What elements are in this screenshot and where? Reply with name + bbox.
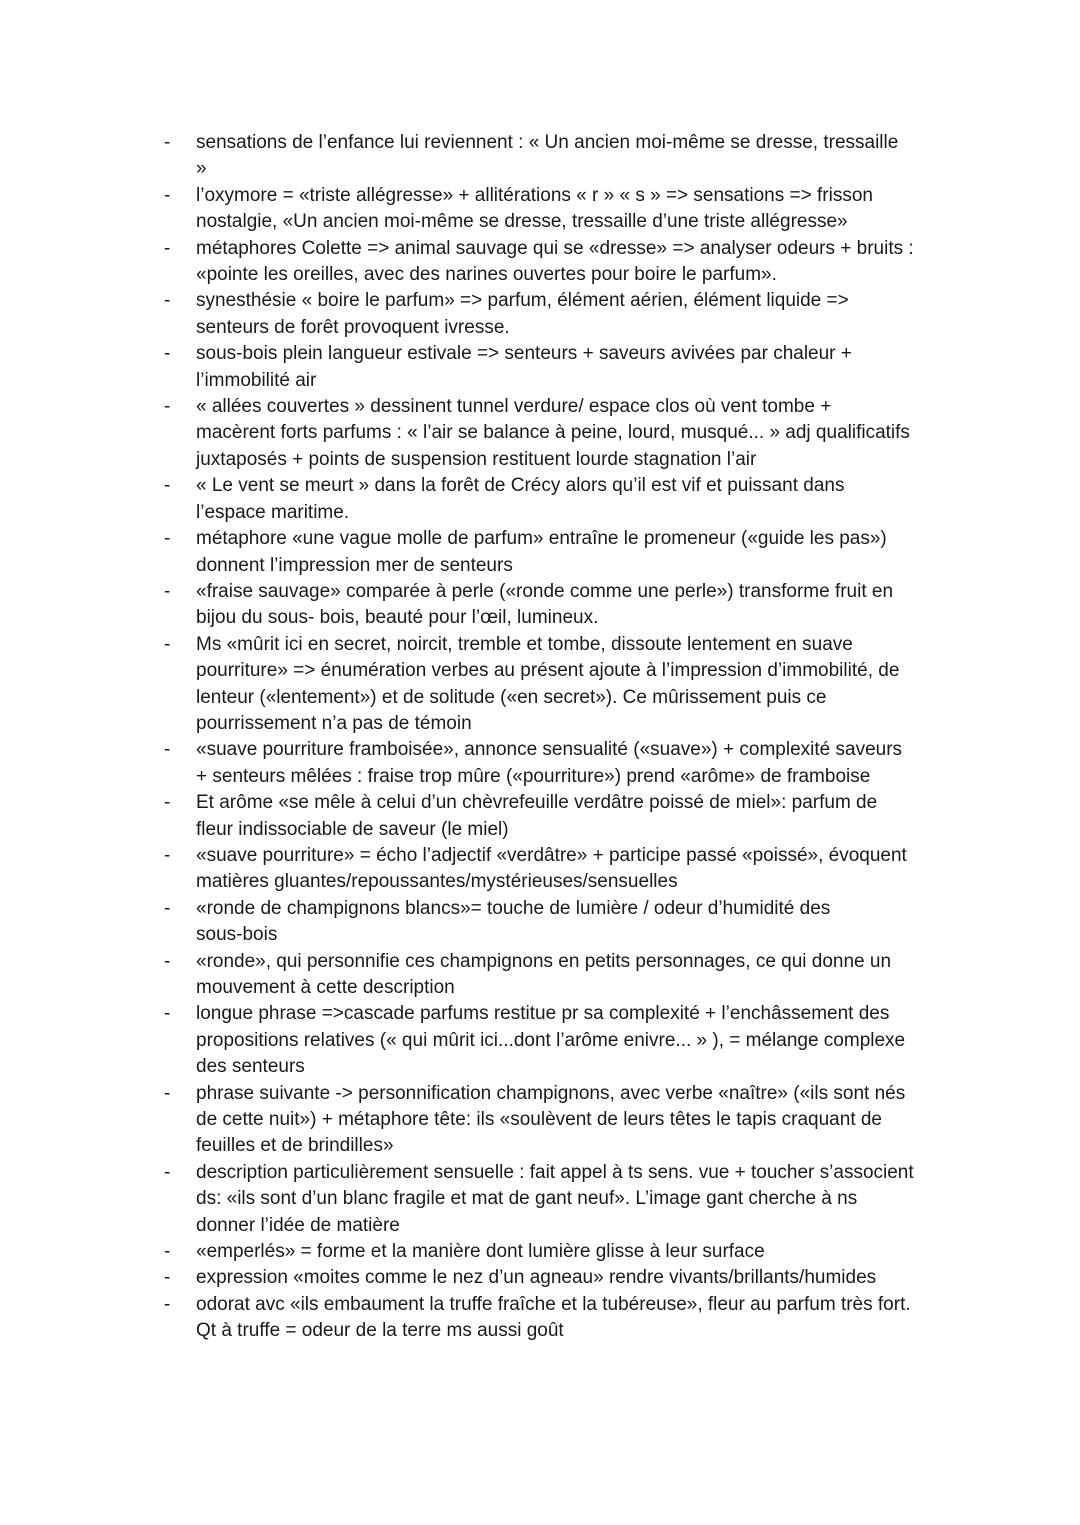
note-text: « allées couvertes » dessinent tunnel verdure/ espace clos où vent tombe + macèrent forts parfums : « l’air se balance à peine, lourd, musqué... » adj qualificatifs juxtaposés + points de suspension restituent lourde stagnation l’air	[196, 396, 910, 470]
note-text: «ronde de champignons blancs»= touche de lumière / odeur d’humidité des sous-bois	[196, 897, 831, 946]
bullet-dash: -	[164, 290, 171, 312]
bullet-dash: -	[164, 792, 171, 814]
bullet-dash: -	[164, 1161, 171, 1183]
list-item	[164, 949, 964, 1002]
note-text: sensations de l’enfance lui reviennent : « Un ancien moi-même se dresse, tressaille »	[196, 132, 899, 180]
note-text: Ms «mûrit ici en secret, noircit, tremble et tombe, dissoute lentement en suave pourriture» => énumération verbes au présent ajoute à l’impression d’immobilité, de lenteur («lentement») et de solitude («en secret»). Ce mûrissement puis ce pourrissement n’a pas de témoin	[196, 633, 900, 734]
note-text: métaphores Colette => animal sauvage qui se «dresse» => analyser odeurs + bruits : «pointe les oreilles, avec des narines ouvertes pour boire le parfum».	[196, 237, 914, 286]
list-item	[164, 341, 964, 394]
list-item	[164, 288, 964, 341]
bullet-dash: -	[164, 396, 171, 418]
bullet-dash: -	[164, 633, 171, 655]
note-text: phrase suivante -> personnification champignons, avec verbe «naître» («ils sont nés de cette nuit») + métaphore tête: ils «soulèvent de leurs têtes le tapis craquant de feuilles et de brindilles»	[196, 1082, 906, 1157]
note-text: «suave pourriture» = écho l’adjectif «verdâtre» + participe passé «poissé», évoquent matières gluantes/repoussantes/mystérieuses/sensuelles	[196, 844, 907, 893]
note-text: odorat avc «ils embaument la truffe fraîche et la tubéreuse», fleur au parfum très fort. Qt à truffe = odeur de la terre ms aussi goût	[196, 1293, 911, 1342]
list-item	[164, 183, 964, 236]
bullet-dash: -	[164, 950, 171, 972]
list-item	[164, 394, 964, 473]
list-item	[164, 473, 964, 526]
note-text: expression «moites comme le nez d’un agneau» rendre vivants/brillants/humides	[196, 1267, 877, 1289]
list-item	[164, 1160, 964, 1239]
bullet-dash: -	[164, 1267, 171, 1289]
list-item	[164, 737, 964, 790]
list-item	[164, 579, 964, 632]
bullet-dash: -	[164, 1003, 171, 1025]
note-text: l’oxymore = «triste allégresse» + allitérations « r » « s » => sensations => frisson nostalgie, «Un ancien moi-même se dresse, tressaille d’une triste allégresse»	[196, 184, 873, 233]
note-text: «fraise sauvage» comparée à perle («ronde comme une perle») transforme fruit en bijou du sous- bois, beauté pour l’œil, lumineux.	[196, 580, 894, 629]
list-item	[164, 236, 964, 289]
bullet-dash: -	[164, 1241, 171, 1263]
bullet-dash: -	[164, 739, 171, 761]
note-text: synesthésie « boire le parfum» => parfum, élément aérien, élément liquide => senteurs de forêt provoquent ivresse.	[196, 290, 849, 338]
list-item	[164, 632, 964, 738]
note-text: «emperlés» = forme et la manière dont lumière glisse à leur surface	[196, 1241, 765, 1263]
list-item	[164, 1239, 964, 1265]
notes-list	[164, 130, 964, 1345]
note-text: métaphore «une vague molle de parfum» entraîne le promeneur («guide les pas») donnent l’impression mer de senteurs	[196, 528, 887, 576]
bullet-dash: -	[164, 1293, 171, 1315]
list-item	[164, 1265, 964, 1291]
note-text: sous-bois plein langueur estivale => senteurs + saveurs avivées par chaleur + l’immobilité air	[196, 343, 852, 391]
list-item	[164, 790, 964, 843]
bullet-dash: -	[164, 343, 171, 365]
bullet-dash: -	[164, 528, 171, 550]
note-text: «ronde», qui personnifie ces champignons en petits personnages, ce qui donne un mouvement à cette description	[196, 950, 892, 998]
list-item	[164, 843, 964, 896]
bullet-dash: -	[164, 132, 171, 153]
list-item	[164, 1081, 964, 1160]
note-text: Et arôme «se mêle à celui d’un chèvrefeuille verdâtre poissé de miel»: parfum de fleur indissociable de saveur (le miel)	[196, 792, 878, 840]
list-item	[164, 1001, 964, 1080]
note-text: « Le vent se meurt » dans la forêt de Crécy alors qu’il est vif et puissant dans l’espace maritime.	[196, 475, 845, 523]
bullet-dash: -	[164, 1082, 171, 1104]
list-item	[164, 896, 964, 949]
list-item	[164, 1292, 964, 1345]
note-text: «suave pourriture framboisée», annonce sensualité («suave») + complexité saveurs + senteurs mêlées : fraise trop mûre («pourriture») prend «arôme» de framboise	[196, 739, 903, 787]
bullet-dash: -	[164, 237, 171, 259]
bullet-dash: -	[164, 580, 171, 602]
note-text: description particulièrement sensuelle : fait appel à ts sens. vue + toucher s’associent ds: «ils sont d’un blanc fragile et mat de gant neuf». L’image gant cherche à ns donner l’idée de matière	[196, 1161, 914, 1236]
bullet-dash: -	[164, 897, 171, 919]
bullet-dash: -	[164, 184, 171, 206]
note-text: longue phrase =>cascade parfums restitue pr sa complexité + l’enchâssement des propositions relatives (« qui mûrit ici...dont l’arôme enivre... » ), = mélange complexe des senteurs	[196, 1003, 906, 1078]
list-item	[164, 526, 964, 579]
list-item	[164, 130, 964, 183]
bullet-dash: -	[164, 844, 171, 866]
bullet-dash: -	[164, 475, 171, 497]
